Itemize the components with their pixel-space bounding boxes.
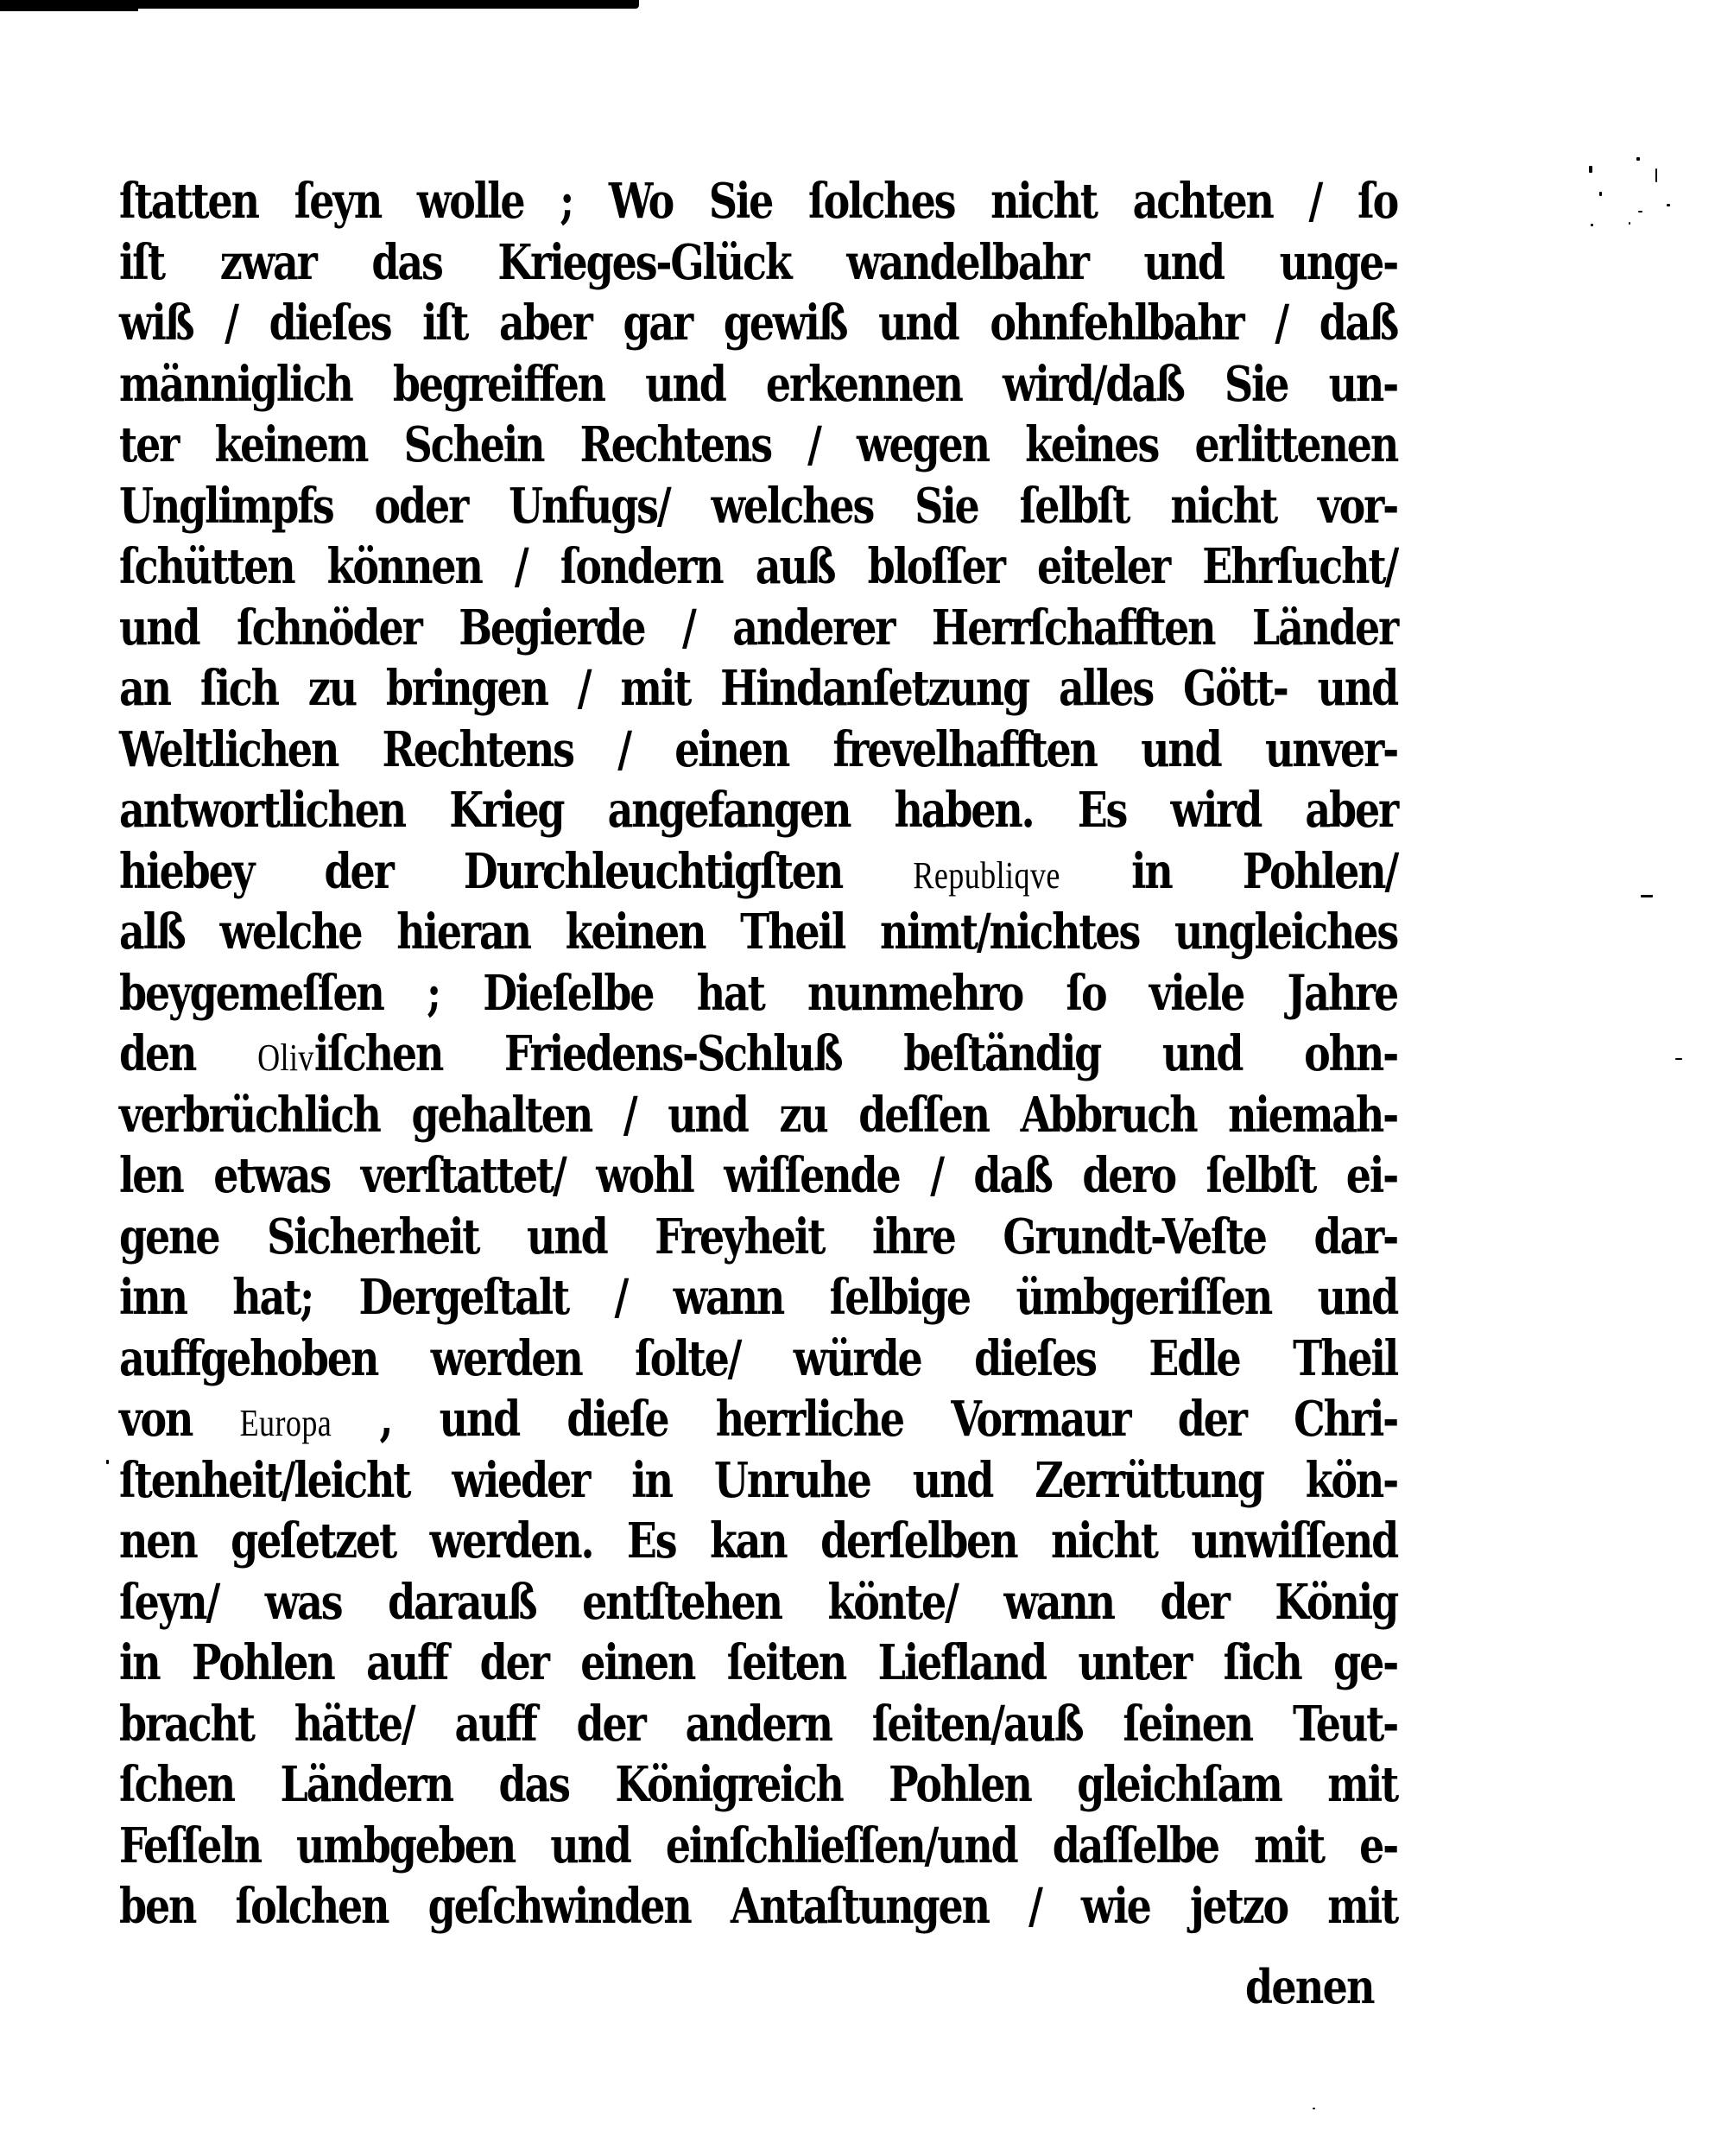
text-line: alß welche hieran keinen Theil nimt/nichtes ungleiches bbox=[119, 904, 1398, 961]
text-line: verbrüchlich gehalten / und zu deſſen Abbruch niemah- bbox=[119, 1086, 1398, 1144]
text-line: an ſich zu bringen / mit Hindanſetzung alles Gött- und bbox=[119, 660, 1398, 717]
antiqua-word: Europa bbox=[239, 1402, 332, 1444]
text-line: wiß / dieſes iſt aber gar gewiß und ohnfehlbahr / daß bbox=[119, 295, 1398, 352]
text-line bbox=[119, 1389, 1397, 1450]
text-line bbox=[119, 841, 1397, 903]
text-line: Unglimpfs oder Unfugs/ welches Sie ſelbſt nicht vor- bbox=[119, 477, 1398, 535]
text-line: Feſſeln umbgeben und einſchlieſſen/und daſſelbe mit e- bbox=[119, 1817, 1398, 1874]
fraktur-segment: den bbox=[119, 1025, 258, 1082]
scan-speck bbox=[1641, 895, 1653, 897]
antiqua-word: Republiqve bbox=[913, 853, 1060, 897]
scan-speck bbox=[1655, 168, 1657, 182]
scan-speck bbox=[1675, 1058, 1682, 1060]
text-line: auffgehoben werden ſolte/ würde dieſes Edle Theil bbox=[119, 1329, 1398, 1387]
text-line: gene Sicherheit und Freyheit ihre Grundt-Veſte dar- bbox=[119, 1208, 1398, 1265]
text-line: und ſchnöder Begierde / anderer Herrſchafften Länder bbox=[119, 599, 1398, 656]
scan-border-edge-tail bbox=[0, 9, 138, 11]
text-line: ſchen Ländern das Königreich Pohlen gleichſam mit bbox=[119, 1756, 1398, 1813]
scan-speck bbox=[1638, 211, 1642, 212]
scan-speck bbox=[1629, 222, 1630, 225]
scan-speck bbox=[1313, 2108, 1315, 2109]
text-line: inn hat; Dergeſtalt / wann ſelbige ümbgeriſſen und bbox=[119, 1269, 1398, 1326]
catchword: denen bbox=[1245, 1959, 1374, 2014]
antiqua-word: Oliv bbox=[257, 1037, 314, 1079]
scan-speck bbox=[1591, 224, 1593, 226]
text-line: ter keinem Schein Rechtens / wegen keines erlittenen bbox=[119, 416, 1398, 473]
text-line: ſchütten können / ſondern auß bloſſer eiteler Ehrſucht/ bbox=[119, 538, 1398, 595]
text-line: ſtenheit/leicht wieder in Unruhe und Zerrüttung kön- bbox=[119, 1451, 1398, 1509]
text-line: beygemeſſen ; Dieſelbe hat nunmehro ſo viele Jahre bbox=[119, 964, 1398, 1022]
scan-border-edge bbox=[0, 0, 639, 9]
text-line: männiglich begreiffen und erkennen wird/daß Sie un- bbox=[119, 355, 1398, 413]
text-line: ben ſolchen geſchwinden Antaſtungen / wie jetzo mit bbox=[119, 1878, 1398, 1935]
fraktur-segment: in Pohlen/ bbox=[1060, 842, 1398, 900]
scan-speck bbox=[106, 1460, 109, 1464]
fraktur-segment: hiebey der Durchleuchtigſten bbox=[119, 842, 914, 900]
text-line: nen geſetzet werden. Es kan derſelben nicht unwiſſend bbox=[119, 1512, 1398, 1569]
text-line: len etwas verſtattet/ wohl wiſſende / daß dero ſelbſt ei- bbox=[119, 1147, 1398, 1204]
fraktur-segment: von bbox=[119, 1391, 240, 1448]
scan-speck bbox=[1667, 204, 1670, 206]
text-line bbox=[119, 1024, 1397, 1085]
scan-speck bbox=[1589, 166, 1592, 173]
text-line: in Pohlen auff der einen ſeiten Liefland unter ſich ge- bbox=[119, 1634, 1398, 1691]
text-line: antwortlichen Krieg angefangen haben. Es wird aber bbox=[119, 782, 1398, 839]
text-line: Weltlichen Rechtens / einen frevelhafften und unver- bbox=[119, 720, 1398, 778]
scan-speck bbox=[1599, 192, 1602, 196]
fraktur-segment: , und dieſe herrliche Vormaur der Chri- bbox=[332, 1391, 1398, 1448]
text-block bbox=[119, 171, 1397, 1937]
scan-speck bbox=[1636, 157, 1640, 161]
text-line: ſtatten ſeyn wolle ; Wo Sie ſolches nicht achten / ſo bbox=[119, 173, 1398, 230]
text-line: iſt zwar das Krieges-Glück wandelbahr und unge- bbox=[119, 233, 1398, 291]
fraktur-segment: iſchen Friedens-Schluß beſtändig und ohn- bbox=[313, 1025, 1398, 1082]
text-line: bracht hätte/ auff der andern ſeiten/auß ſeinen Teut- bbox=[119, 1695, 1398, 1753]
text-line: ſeyn/ was darauß entſtehen könte/ wann der König bbox=[119, 1573, 1398, 1631]
